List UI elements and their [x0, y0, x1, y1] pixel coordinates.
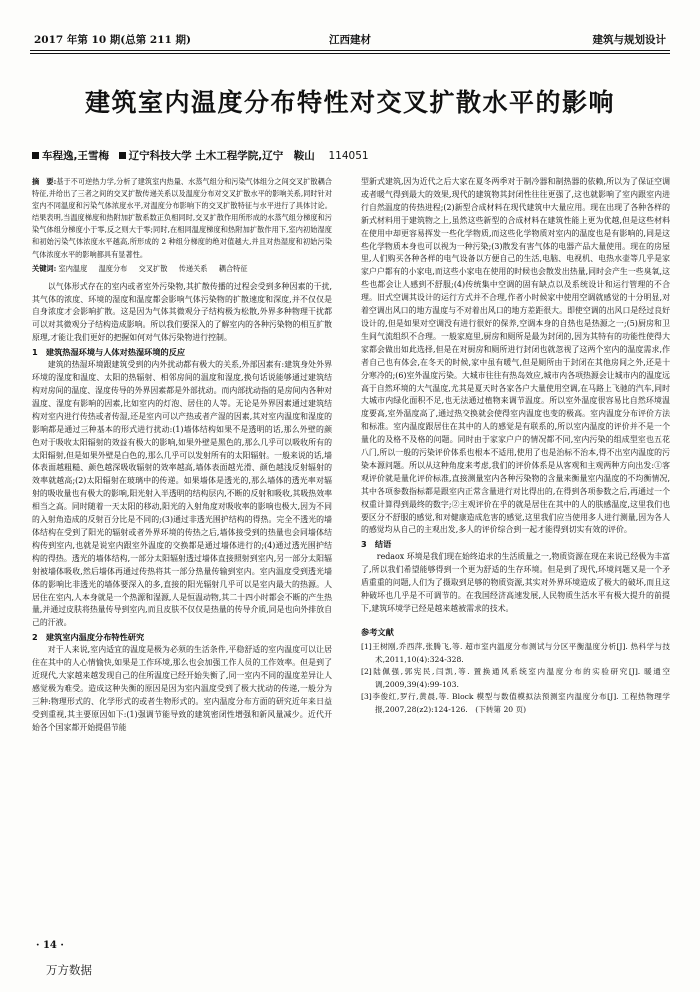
- section-2-body: 对于人来说,室内适宜的温度是极为必须的生活条件,平稳舒适的室内温度可以让居住在其中的人心情愉快,如果是工作环境,那么也会加强工作人员的工作效率。但是到了近现代,大家越来越发现自己的住所温度已经开始失衡了,同一室内不同的温度差异让人感觉极为难受。造成这种失衡的原因是因为室内温度受到了极大扰动的传递,一般分为三种:物理形式的、化学形式的或者生物形式的。室内温度分布方面的研究近年来日益受到重视,其主要原因如下:(1)强调节能导致的建筑密闭性增强和新风量减少。近代开始各个国家都开始提倡节能: [32, 645, 332, 732]
- section-1-heading: 1 建筑热湿环境与人体对热湿环境的反应: [32, 347, 186, 358]
- page-number: · 14 ·: [36, 940, 64, 951]
- section-3-body: redaox 环境是我们现在始终追求的生活质量之一,物质资源在现在来说已经极为丰富了,所以我们希望能够得到一个更为舒适的生存环境。但是到了现代,环境问题又是一个矛盾重重的问题,人们为了摄取到足够的物质资源,其实对外界环境造成了极大的破坏,而且这种破坏也几乎是不可调节的。在我国经济高速发展,人民物质生活水平有极大提升的前提下,建筑环境学已经是越来越被需求的技术。: [361, 552, 670, 613]
- header-rule-thin: [30, 53, 670, 54]
- author-line: [32, 148, 369, 163]
- reference-item: [1]王树刚,乔西萍,张腾飞,等. 超市室内温度分布测试与分区平衡温度分析[J]. 热科学与技术,2011,10(4):324-328.: [361, 641, 670, 664]
- right-column: [361, 176, 670, 954]
- section-2-continued: 型新式建筑,因为近代之后大家在夏冬两季对于制冷器和制热器的依赖,所以为了保证空调或者暖气得到最大的效果,现代的建筑物其封闭性往往更强了,这也就影响了室内跟室内进行自然温度的传热进程;(2)新型合成材料在现代建筑中大量应用。现在出现了各种各样的新式材料用于建筑物之上,虽然这些新型的合成材料在建筑性能上更为优越,但是这些材料在使用中却更容易挥发一些化学物质,而这些化学物质对室内的温度也是有影响的,同是这些化学物质本身也可以视为一种污染;(3)散发有害气体的电器产品大量使用。现在的房屋里,人们购买各种各样的电气设备以方便自己的生活,电脑、电视机、电热水壶等几乎是家家户户都有的小家电,而这些小家电在使用的时候也会散发出热量,同时会产生一些臭氧,这些也都会让人感到不舒服;(4)传统集中空调的固有缺点以及系统设计和运行管理的不合理。旧式空调其设计的运行方式并不合理,作者小时候家中使用空调就感觉的十分明显,对着空调出风口的地方温度与不对着出风口的地方差距很大。即使空调的出风口是经过良好设计的,但是如果对空调没有进行很好的保养,空调本身的自热也是热源之一;(5)厨房和卫生间气流组织不合理。一般家庭里,厨房和厕所是最为封闭的,因为其特有的功能性使得大家都会做出如此选择,但是在对厨房和厕所进行封闭也就忽视了这两个室内的温度需求,作者自己也有体会,在冬天的时候,家中虽有暖气,但是厕所由于封闭在其他房间之外,还是十分寒冷的;(6)室外温度污染。大城市往往有热岛效应,城市内各项热源会让城市内的温度远高于自然环境的大气温度,尤其是夏天时各家各户大量使用空调,在马路上飞驰的汽车,同时大城市内绿化面积不足,也无法通过植物来调节温度。所以室外温度很容易比自然环境温度要高,室外温度高了,通过热交换就会使得室内温度也变的极高。室内温度分布评价方法和标准。室内温度跟居住在其中的人的感觉是有联系的,所以室内温度的评价并不是一个量化的及格不及格的问题。同时由于家家户户的情况都不同,室内污染的组成型室也五花八门,所以一般的污染评价体系也根本不适用,使用了也是治标不治本,得不出室内温度的污染本源问题。所以从这种角度来考虑,我们的评价体系是从客观和主观两种方向出发:①客观评价就是量化评价标准,直接测量室内各种污染物的含量来衡量室内温度的不均衡情况,其中各项参数指标都是跟室内正常含量进行对比得出的,在得到各项参数之后,再通过一个权重计算得到最终的数字;②主观评价在乎的就是居住在其中的人的肤感温度,这里我们也要区分不舒服的感觉,和对健康造成危害的感觉,这里我们应当使用多人进行测量,因为各人的感觉均从自己的主观出发,多人的评价综合到一起才能得到切实有效的评价。: [361, 177, 670, 535]
- journal-name: 江西建材: [329, 34, 371, 46]
- keyword: 耦合特征: [218, 263, 248, 273]
- section-2-heading: 2 建筑室内温度分布特性研究: [32, 632, 145, 643]
- keywords-label: 关键词:: [32, 263, 57, 273]
- intro-paragraph: 以气体形式存在的室内或者室外污染物,其扩散传播的过程会受到多种因素的干扰,其气体的浓度、环境的湿度和温度都会影响气体污染物的扩散速度和深度,并不仅仅是自身浓度才会影响扩散。这是因为气体其微观分子结构极为松散,外界多种物理干扰都可以对其微观分子结构造成影响。所以我们要深入的了解室内的各种污染物的相互扩散原理,才能让我们更好的把握如何对气体污染物进行控制。: [32, 281, 332, 343]
- abstract-label: 摘 要:: [32, 177, 57, 186]
- references: [361, 626, 670, 717]
- square-bullet-icon: [32, 152, 39, 159]
- left-column: [32, 176, 332, 866]
- reference-item: [2]陆佩强,郭宪民,闫凯,等. 置换通风系统室内温度分布的实验研究[J]. 暖通空调,2009,39(4):99-103.: [361, 667, 670, 689]
- square-bullet-icon: [119, 152, 126, 159]
- abstract-text: 基于不可逆热力学,分析了建筑室内热量、水蒸气组分和污染气体组分之间交叉扩散耦合特征,并给出了三者之间的交叉扩散传递关系以及温度分布对交叉扩散水平的影响关系,同时针对室内不同温度和污染气体浓度水平,对温度分布影响下的交叉扩散特征与水平进行了具体讨论。结果表明,当温度梯度和热附加扩散系数正负相同时,交叉扩散作用所形成的水蒸气组分梯度和污染气体组分梯度小于零,反之则大于零;同时,在相同温度梯度和热附加扩散作用下,室内初始湿度和初始污染气体浓度水平越高,所形成的 2 种组分梯度的绝对值越大,并且对热湿度和初始污染气体浓度水平的影响都具有显著性。: [32, 177, 332, 259]
- keyword: 温度分布: [98, 263, 128, 273]
- keywords: [32, 263, 332, 275]
- header-rule: [30, 50, 670, 51]
- running-header: [30, 30, 670, 50]
- paper-title: 建筑室内温度分布特性对交叉扩散水平的影响: [84, 88, 615, 117]
- postcode: 114051: [328, 150, 369, 162]
- author-affiliation: 辽宁科技大学 土木工程学院,辽宁 鞍山: [128, 150, 315, 162]
- section-3-heading: 3 结语: [361, 539, 392, 550]
- section-name: 建筑与规划设计: [592, 34, 666, 46]
- reference-item: [3]李俊红,罗行,黄晨,等. Block 模型与数值模拟法预测室内温度分布[J]. 工程热物理学报,2007,28(z2):124-126. (下转第 20 页): [361, 692, 670, 714]
- issue-info: 2017 年第 10 期(总第 211 期): [34, 34, 191, 46]
- references-heading: 参考文献: [361, 626, 394, 637]
- section-1-body: 建筑的热湿环境跟建筑受到的内外扰动都有极大的关系,外部因素有:建筑身处外界环境的湿度和温度、太阳的热辐射、相邻房间的温度和湿度,换句话说能够通过建筑结构对房间的温度、湿度传导的外界因素都是外部扰动。而内部扰动指的是房间内各种对温度、湿度有影响的因素,比如室内的灯泡、居住的人等。无论是外界因素通过建筑结构对室内进行传热或者传湿,还是室内可以产热或者产湿的因素,其对室内温度和湿度的影响都是通过三种基本的形式进行扰动:(1)墙体结构如果不是透明的话,那么外壁的颜色对于吸收太阳辐射的效益有极大的影响,如果外壁是黑色的,那么几乎可以吸收所有的太阳辐射,但是如果外壁是白色的,那么几乎可以发射所有的太阳辐射。一般来说的话,墙体表面越粗糙、颜色越深吸收辐射的效率越高,墙体表面越光滑、颜色越浅反射辐射的效率就越高;(2)太阳辐射在玻璃中的传递。如果墙体是透光的,那么墙体的透光率对辐射的吸收量也有极大的影响,阳光射入半透明的结构层内,不断的反射和吸收,其吸热效率相当之高。同时随着一天太阳的移动,阳光的入射角度对吸收率的影响也极大,因为不同的入射角造成的反射百分比是不同的;(3)通过非透光围护结构的得热。完全不透光的墙体结构在受到了阳光的辐射或者外界环境的传热之后,墙体接受到的热量也会同墙体结构传到室内,也就是说室内跟室外温度的交换都是通过墙体进行的;(4)通过透光围护结构的得热。透光的墙体结构,一部分太阳辐射透过墙体直接照射到室内,另一部分太阳辐射被墙体吸收,然后墙体再通过传热将其一部分热量传输到室内。室内温度受到透光墙体的影响比非透光的墙体要深入的多,直接的阳光辐射几乎可以是室内最大的热源。人居住在室内,人本身就是一个热源和湿源,人是恒温动物,其二十四小时都会不断的产生热量,并通过皮肤将热量传导到室内,而且皮肤不仅仅是热量的传导介质,同是也向外排放自己的汗液。: [32, 360, 332, 628]
- author-names: 车程逸,王雪梅: [42, 150, 109, 162]
- abstract: [32, 176, 332, 261]
- keyword: 传递关系: [178, 263, 208, 273]
- keyword: 室内温度: [58, 263, 88, 273]
- keyword: 交叉扩散: [138, 263, 168, 273]
- watermark: 万方数据: [46, 963, 92, 977]
